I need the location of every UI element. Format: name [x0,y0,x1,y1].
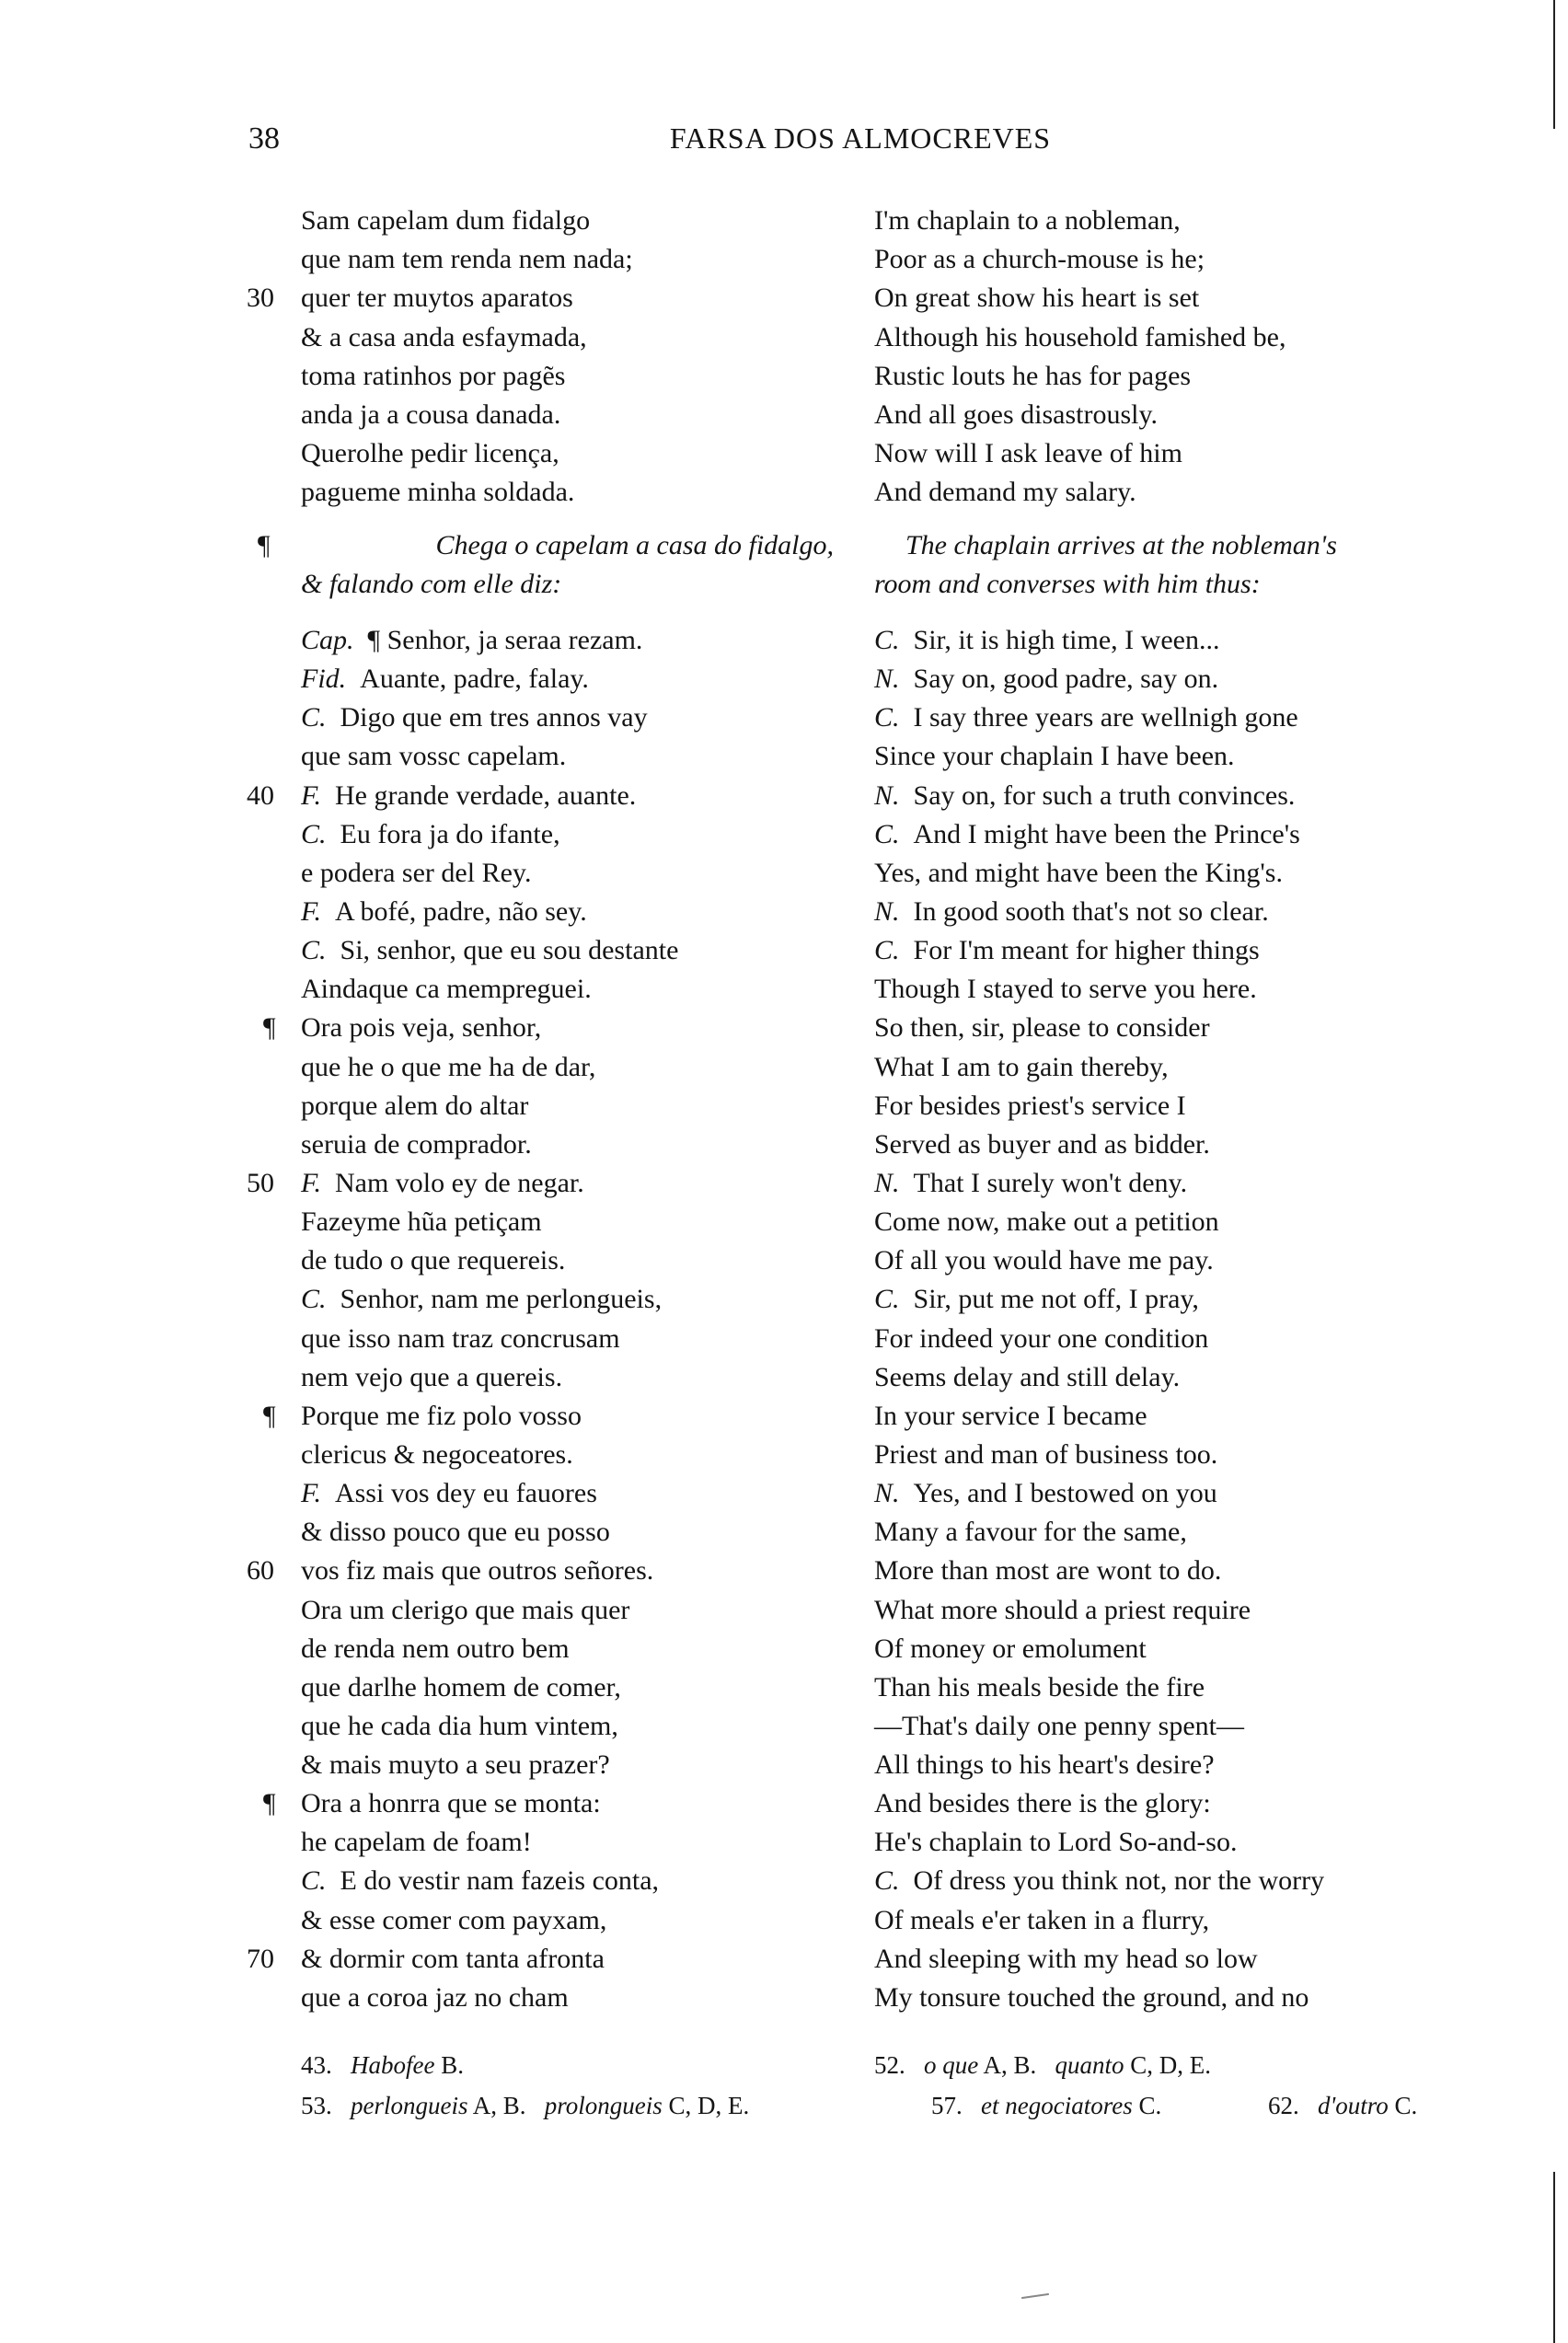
stage-direction-english [874,526,1468,604]
verse-text: Many a favour for the same, [874,1517,1187,1548]
portuguese-verse-line [301,1551,653,1591]
verse-text: que isso nam traz concrusam [301,1322,620,1354]
verse-text: For indeed your one condition [874,1322,1209,1354]
verse-text: Nam volo ey de negar. [334,1167,584,1198]
portuguese-verse-line [301,1861,659,1901]
speaker-label: F. [301,1167,321,1198]
verse-text: anda ja a cousa danada. [301,399,561,430]
portuguese-verse-line [301,1706,618,1747]
verse-text: que sam vossc capelam. [301,741,567,772]
verse-text: Of all you would have me pay. [874,1245,1214,1276]
portuguese-verse-line [301,1047,595,1088]
english-verse-line [874,1319,1208,1359]
verse-text: que he cada dia hum vintem, [301,1710,618,1741]
speaker-label: C. [874,935,900,966]
english-verse-line [874,1978,1309,2018]
portuguese-verse-line [301,1978,569,2018]
speaker-label: C. [874,818,900,849]
verse-text: Aindaque ca mempreguei. [301,974,592,1005]
verse-text: In your service I became [874,1400,1147,1431]
english-verse-line [874,969,1257,1010]
running-title: FARSA DOS ALMOCREVES [669,121,1052,155]
english-verse-line [874,620,1219,661]
english-verse-line [874,1745,1215,1785]
english-verse-line [874,1008,1210,1048]
page-edge-line [1553,2172,1555,2343]
english-verse-line [874,472,1136,513]
verse-text: Of dress you think not, nor the worry [913,1865,1325,1897]
portuguese-verse-line [301,1241,565,1281]
english-verse-line [874,853,1283,894]
verse-text: Porque me fiz polo vosso [301,1400,582,1431]
verse-text: que he o que me ha de dar, [301,1051,596,1082]
verse-text: On great show his heart is set [874,283,1200,314]
english-verse-line [874,395,1158,435]
portuguese-verse-line [301,278,573,318]
speaker-label: C. [301,702,327,733]
portuguese-verse-line [301,1629,570,1669]
verse-text: clericus & negoceatores. [301,1438,573,1470]
verse-text: And sleeping with my head so low [874,1943,1258,1974]
note-57: 57. et negociatores C. [931,2092,1162,2119]
verse-text: & mais muyto a seu prazer? [301,1749,610,1781]
verse-text: More than most are wont to do. [874,1555,1222,1587]
english-verse-line [874,776,1295,816]
portuguese-verse-line [301,1357,562,1398]
speaker-label: Fid. [301,664,347,695]
verse-text: A bofé, padre, não sey. [334,895,587,927]
verse-text: What more should a priest require [874,1594,1251,1625]
verse-text: & dormir com tanta afronta [301,1943,605,1974]
verse-text: de renda nem outro bem [301,1633,570,1664]
portuguese-verse-line [301,472,574,513]
verse-text: What I am to gain thereby, [874,1051,1169,1082]
stage-direction-portuguese [258,526,834,604]
portuguese-verse-line [301,201,590,241]
verse-text: I'm chaplain to a nobleman, [874,205,1181,236]
portuguese-verse-line [301,1086,528,1126]
portuguese-verse-line [301,1396,582,1437]
pilcrow: ¶ [263,1400,276,1431]
english-verse-line [874,1163,1187,1204]
verse-text: que nam tem renda nem nada; [301,244,633,275]
portuguese-verse-line [301,698,648,738]
speaker-label: F. [301,779,321,811]
verse-text: Now will I ask leave of him [874,438,1182,469]
portuguese-verse-line [301,317,587,358]
speaker-label: C. [301,818,327,849]
portuguese-verse-line [301,1668,621,1708]
portuguese-verse-line [301,1279,662,1320]
english-verse-line [874,1861,1324,1901]
verse-text: He's chaplain to Lord So-and-so. [874,1827,1238,1858]
page-header [248,121,1472,167]
english-verse-line [874,1086,1186,1126]
note-62: 62. d'outro C. [1268,2092,1418,2119]
english-verse-line [874,1822,1237,1863]
verse-text: E do vestir nam fazeis conta, [340,1865,660,1897]
note-52: 52. o que A, B. quanto C, D, E. [874,2051,1212,2079]
verse-text: Of meals e'er taken in a flurry, [874,1904,1210,1935]
portuguese-verse-line [301,1512,610,1552]
english-verse-line [874,1783,1211,1824]
english-verse-line [874,814,1300,855]
speaker-label: N. [874,1478,900,1509]
line-number: 70 [247,1943,274,1974]
english-verse-line [874,1551,1221,1591]
verse-text: seruia de comprador. [301,1128,532,1160]
speaker-label: C. [874,702,900,733]
portuguese-verse-line [301,239,633,280]
verse-text: Yes, and I bestowed on you [913,1478,1217,1509]
english-verse-line [874,1241,1214,1281]
portuguese-verse-line [301,1590,629,1631]
portuguese-verse-line [301,1202,542,1242]
english-verse-line [874,1590,1251,1631]
speaker-label: F. [301,1478,321,1509]
speaker-label: C. [874,1284,900,1315]
verse-text: Senhor, nam me perlongueis, [340,1284,663,1315]
portuguese-verse-line [301,433,559,474]
portuguese-verse-line [301,1939,605,1979]
stage-pt-line-2: & falando com elle diz: [301,569,562,599]
portuguese-verse-line [301,892,587,932]
portuguese-verse-line [301,1008,541,1048]
portuguese-verse-line [301,814,560,855]
verse-text: Served as buyer and as bidder. [874,1128,1210,1160]
verse-text: That I surely won't deny. [913,1167,1188,1198]
portuguese-verse-line [301,1822,532,1863]
verse-text: Say on, good padre, say on. [913,664,1219,695]
speaker-label: C. [874,625,900,655]
portuguese-verse-line [301,1745,610,1785]
english-verse-line [874,356,1191,397]
english-verse-line [874,659,1218,699]
verse-text: Assi vos dey eu fauores [334,1478,597,1509]
english-verse-line [874,698,1298,738]
verse-text: Rustic louts he has for pages [874,360,1192,391]
english-verse-line [874,1629,1147,1669]
portuguese-verse-line [301,1473,597,1514]
english-verse-line [874,278,1199,318]
english-verse-line [874,239,1205,280]
verse-text: Of money or emolument [874,1633,1147,1664]
verse-text: Eu fora ja do ifante, [340,818,560,849]
verse-text: And all goes disastrously. [874,399,1159,430]
speaker-label: Cap. [301,625,354,655]
verse-text: And besides there is the glory: [874,1788,1211,1819]
english-verse-line [874,1202,1219,1242]
scan-mark [1021,2293,1049,2299]
verse-text: porque alem do altar [301,1090,529,1121]
verse-text: e podera ser del Rey. [301,857,532,888]
english-verse-line [874,1279,1199,1320]
verse-text: So then, sir, please to consider [874,1012,1210,1044]
line-number: 40 [247,779,274,811]
english-verse-line [874,201,1181,241]
verse-text: vos fiz mais que outros señores. [301,1555,654,1587]
portuguese-verse-line [301,356,565,397]
verse-text: he capelam de foam! [301,1827,532,1858]
verse-text: Sam capelam dum fidalgo [301,205,591,236]
speaker-label: C. [301,1284,327,1315]
english-verse-line [874,892,1269,932]
portuguese-verse-line [301,736,566,777]
stage-pt-line-1: Chega o capelam a casa do fidalgo, [435,530,834,560]
verse-text: Querolhe pedir licença, [301,438,559,469]
verse-text: And demand my salary. [874,477,1136,508]
verse-text: Than his meals beside the fire [874,1671,1205,1702]
speaker-label: N. [874,779,900,811]
verse-text: ¶ Senhor, ja seraa rezam. [367,625,643,655]
verse-text: Ora pois veja, senhor, [301,1012,542,1044]
portuguese-verse-line [301,1319,620,1359]
portuguese-verse-line [301,659,589,699]
stage-en-line-2: room and converses with him thus: [874,569,1261,599]
verse-text: Ora a honrra que se monta: [301,1788,601,1819]
portuguese-verse-line [301,776,636,816]
pilcrow: ¶ [263,1788,276,1819]
verse-text: —That's daily one penny spent— [874,1710,1244,1741]
verse-text: Say on, for such a truth convinces. [913,779,1296,811]
english-verse-line [874,1396,1147,1437]
line-number: 30 [247,283,274,314]
page-edge-line [1553,0,1555,129]
verse-text: I say three years are wellnigh gone [913,702,1298,733]
verse-text: que a coroa jaz no cham [301,1981,569,2013]
note-53: 53. perlongueis A, B. prolongueis C, D, E. [301,2092,750,2119]
english-verse-line [874,433,1182,474]
verse-text: Priest and man of business too. [874,1438,1218,1470]
speaker-label: C. [874,1865,900,1897]
verse-text: Fazeyme hũa petiçam [301,1206,542,1238]
verse-text: & a casa anda esfaymada, [301,321,587,352]
english-verse-line [874,736,1235,777]
portuguese-verse-line [301,1783,601,1824]
verse-text: & esse comer com payxam, [301,1904,607,1935]
verse-text: quer ter muytos aparatos [301,283,573,314]
note-43: 43. Habofee B. [301,2051,464,2079]
verse-text: Sir, it is high time, I ween... [913,625,1220,655]
verse-text: For besides priest's service I [874,1090,1186,1121]
portuguese-verse-line [301,853,531,894]
verse-text: Although his household famished be, [874,321,1286,352]
english-verse-line [874,930,1260,971]
english-verse-line [874,1900,1209,1941]
english-verse-line [874,1473,1217,1514]
portuguese-verse-line [301,395,560,435]
verse-text: In good sooth that's not so clear. [913,895,1269,927]
verse-text: He grande verdade, auante. [334,779,637,811]
portuguese-verse-line [301,1900,606,1941]
verse-text: toma ratinhos por pagẽs [301,360,566,391]
verse-text: pagueme minha soldada. [301,477,575,508]
line-number: 60 [247,1555,274,1587]
verse-text: nem vejo que a quereis. [301,1361,563,1392]
verse-text: Digo que em tres annos vay [340,702,648,733]
verse-text: que darlhe homem de comer, [301,1671,621,1702]
verse-text: Seems delay and still delay. [874,1361,1181,1392]
verse-text: And I might have been the Prince's [913,818,1300,849]
pilcrow: ¶ [263,1012,276,1044]
page-number: 38 [248,121,280,156]
english-verse-line [874,1668,1205,1708]
stage-en-line-1: The chaplain arrives at the nobleman's [905,530,1337,560]
line-number: 50 [247,1167,274,1198]
speaker-label: F. [301,895,321,927]
portuguese-verse-line [301,969,592,1010]
portuguese-verse-line [301,620,642,661]
speaker-label: N. [874,1167,900,1198]
verse-text: Come now, make out a petition [874,1206,1219,1238]
english-verse-line [874,1435,1217,1475]
english-verse-line [874,1939,1258,1979]
verse-text: Auante, padre, falay. [360,664,589,695]
english-verse-line [874,1512,1187,1552]
speaker-label: N. [874,664,900,695]
english-verse-line [874,1357,1180,1398]
speaker-label: C. [301,1865,327,1897]
speaker-label: C. [301,935,327,966]
english-verse-line [874,1706,1244,1747]
portuguese-verse-line [301,930,678,971]
verse-text: Ora um clerigo que mais quer [301,1594,630,1625]
pilcrow: ¶ [258,530,271,560]
verse-text: Sir, put me not off, I pray, [913,1284,1199,1315]
verse-text: Since your chaplain I have been. [874,741,1235,772]
portuguese-verse-line [301,1163,584,1204]
english-verse-line [874,1047,1169,1088]
verse-text: All things to his heart's desire? [874,1749,1215,1781]
verse-text: Yes, and might have been the King's. [874,857,1283,888]
verse-text: Though I stayed to serve you here. [874,974,1257,1005]
verse-text: For I'm meant for higher things [913,935,1260,966]
english-verse-line [874,317,1286,358]
verse-text: My tonsure touched the ground, and no [874,1981,1309,2013]
verse-text: Poor as a church-mouse is he; [874,244,1205,275]
verse-text: Si, senhor, que eu sou destante [340,935,679,966]
english-verse-line [874,1125,1210,1165]
portuguese-verse-line [301,1435,573,1475]
verse-text: & disso pouco que eu posso [301,1517,610,1548]
verse-text: de tudo o que requereis. [301,1245,566,1276]
portuguese-verse-line [301,1125,532,1165]
speaker-label: N. [874,895,900,927]
